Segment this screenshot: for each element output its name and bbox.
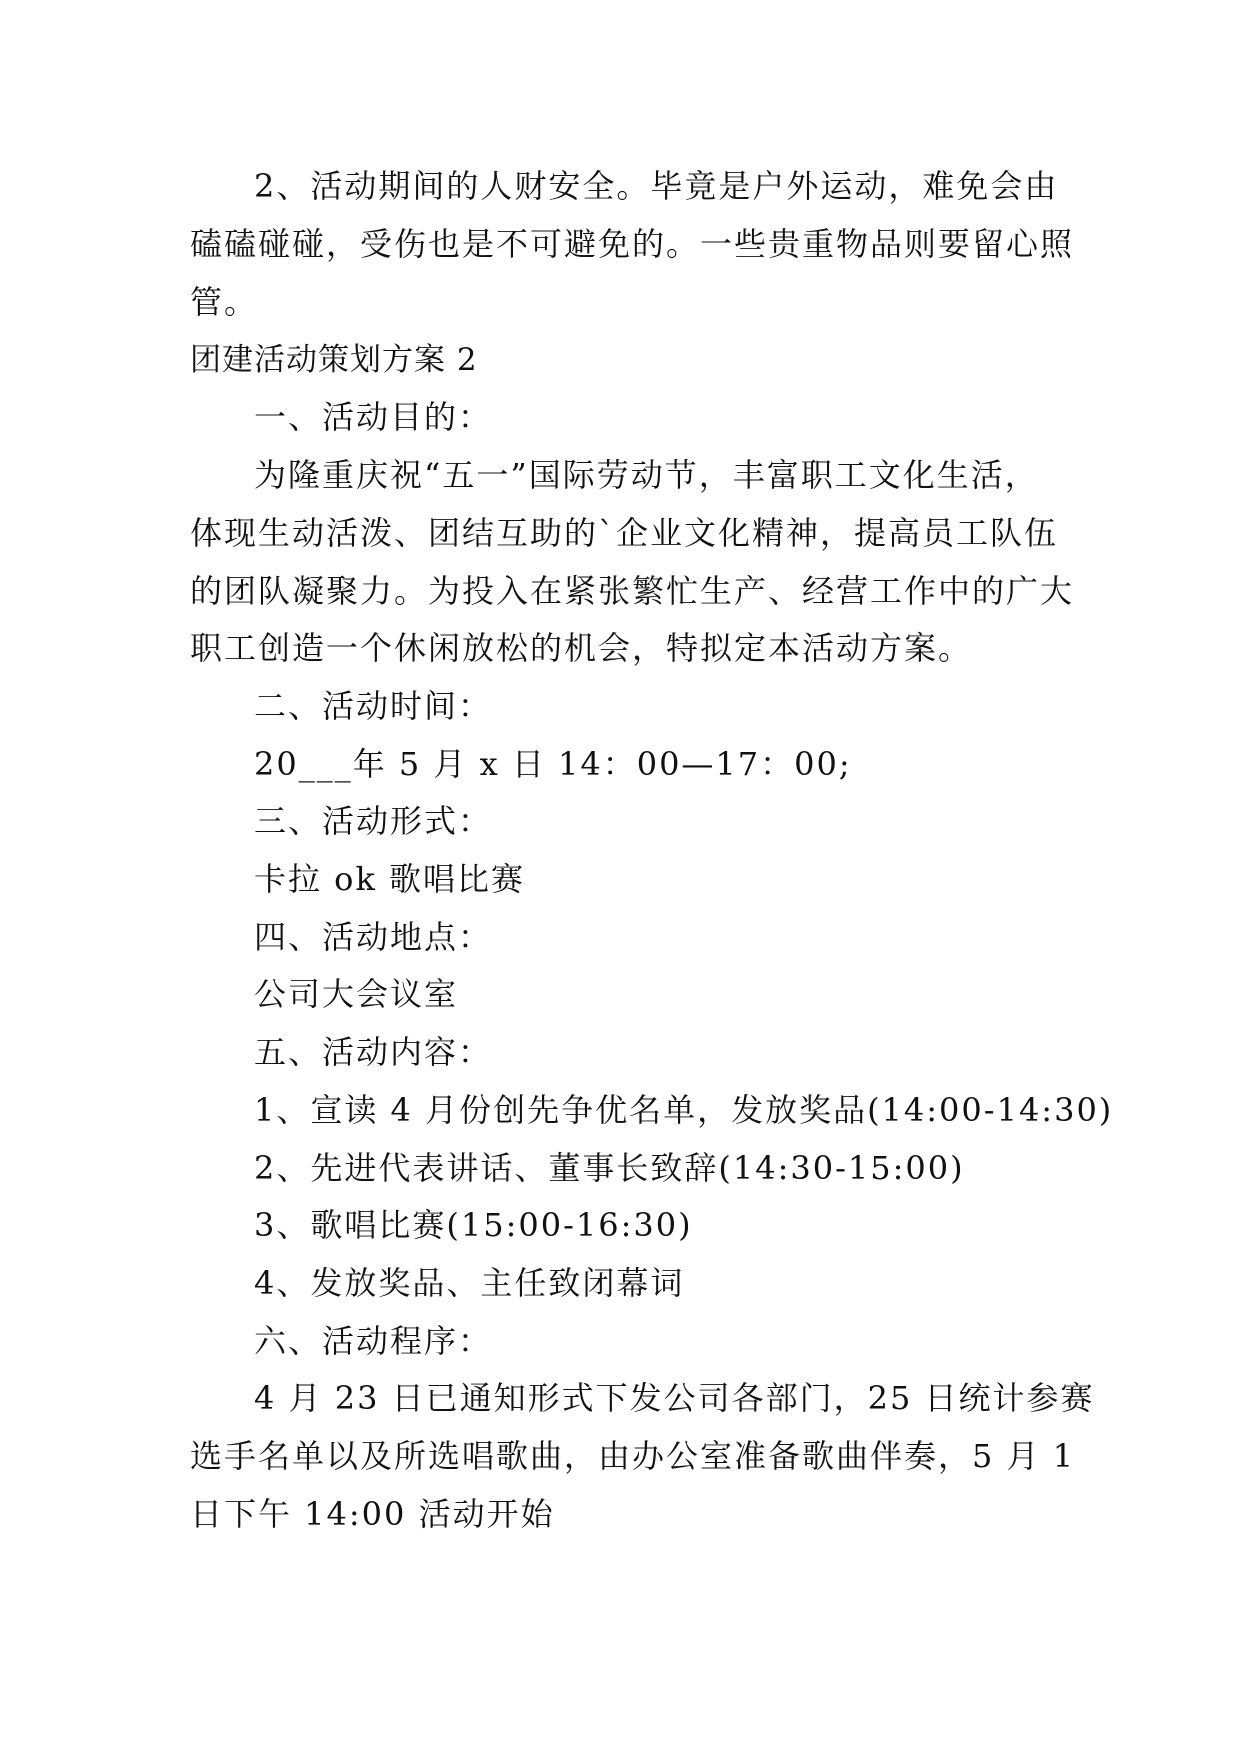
paragraph-line: 20___年 5 月 x 日 14：00—17：00; <box>254 745 852 783</box>
list-item: 3、歌唱比赛(15:00-16:30) <box>254 1206 693 1244</box>
paragraph-line: 日下午 14:00 活动开始 <box>190 1495 555 1533</box>
section-title: 团建活动策划方案 2 <box>190 342 478 378</box>
paragraph-line: 体现生动活泼、团结互助的`企业文化精神，提高员工队伍 <box>190 514 1059 552</box>
paragraph-line: 卡拉 ok 歌唱比赛 <box>254 860 526 898</box>
paragraph-line: 职工创造一个休闲放松的机会，特拟定本活动方案。 <box>190 629 973 667</box>
paragraph-line: 4 月 23 日已通知形式下发公司各部门，25 日统计参赛 <box>254 1379 1095 1417</box>
list-item: 2、先进代表讲话、董事长致辞(14:30-15:00) <box>254 1149 965 1187</box>
section-heading: 六、活动程序： <box>254 1322 493 1360</box>
paragraph-line: 公司大会议室 <box>254 975 459 1013</box>
paragraph-line: 2、活动期间的人财安全。毕竟是户外运动，难免会由 <box>254 167 1059 205</box>
paragraph-line: 管。 <box>190 283 259 321</box>
section-heading: 五、活动内容： <box>254 1033 493 1071</box>
paragraph-line: 为隆重庆祝“五一”国际劳动节，丰富职工文化生活， <box>254 456 1039 494</box>
section-heading: 二、活动时间： <box>254 687 493 725</box>
section-heading: 三、活动形式： <box>254 802 493 840</box>
section-heading: 一、活动目的： <box>254 398 493 436</box>
list-item: 1、宣读 4 月份创先争优名单，发放奖品(14:00-14:30) <box>254 1091 1114 1129</box>
paragraph-line: 选手名单以及所选唱歌曲，由办公室准备歌曲伴奏，5 月 1 <box>190 1437 1076 1475</box>
list-item: 4、发放奖品、主任致闭幕词 <box>254 1264 685 1302</box>
paragraph-line: 磕磕碰碰，受伤也是不可避免的。一些贵重物品则要留心照 <box>190 225 1075 263</box>
paragraph-line: 的团队凝聚力。为投入在紧张繁忙生产、经营工作中的广大 <box>190 572 1075 610</box>
section-heading: 四、活动地点： <box>254 918 493 956</box>
